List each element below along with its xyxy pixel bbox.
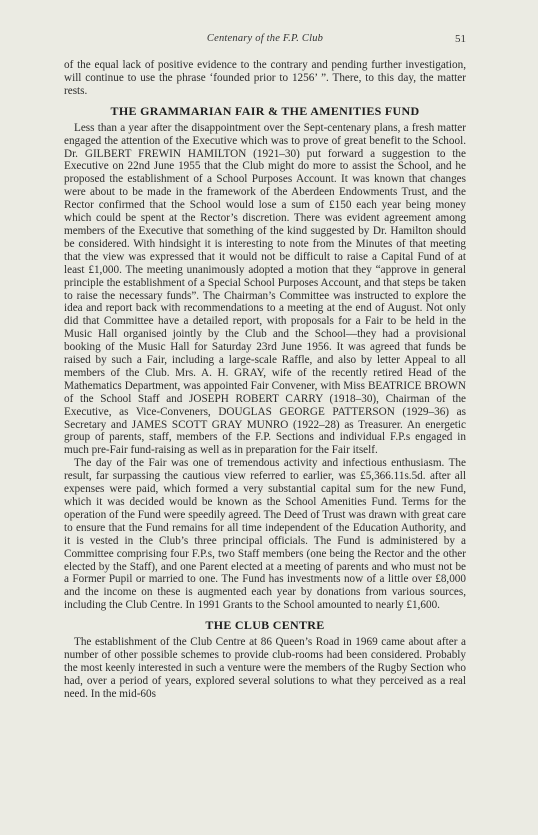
section-heading-club-centre: THE CLUB CENTRE <box>205 618 325 633</box>
page-header <box>64 33 466 47</box>
running-head: Centenary of the F.P. Club <box>206 33 324 44</box>
paragraph-fair-day: The day of the Fair was one of tremendous activity and infectious enthusiasm. The result, far surpassing the cautious view referred to earlier, was £5,366.11s.5d. after all expenses were paid, which formed a very substantial capital sum for the new Fund, which it was decided would be known as the School Amenities Fund. Terms for the operation of the Fund were speedily agreed. The Deed of Trust was drawn with great care to ensure that the Fund remains for all time independent of the Education Authority, and it is vested in the Club’s three principal officials. The Fund is administered by a Committee comprising four F.P.s, two Staff members (one being the Rector and the other elected by the Staff), and one Parent elected at a meeting of parents and who must not be a Former Pupil or married to one. The Fund has investments now of a little over £8,000 and the income on these is augmented each year by donations from various sources, including the Club Centre. In 1991 Grants to the School amounted to nearly £1,600. <box>64 457 466 612</box>
page-number: 51 <box>455 33 466 45</box>
paragraph-fair-origins: Less than a year after the disappointment over the Sept-centenary plans, a fresh matter engaged the attention of the Executive which was to prove of great benefit to the School. Dr. GILBERT FREWIN HAMILTON (1921–30) put forward a suggestion to the Executive on 22nd June 1955 that the Club might do more to assist the School, and he proposed the establishment of a School Purposes Account. It was known that changes were about to be made in the framework of the Aberdeen Endowments Trust, and the Rector confirmed that the School would lose a sum of £150 each year being money which could be spent at the Rector’s discretion. There was evident agreement among members of the Executive that something of the kind suggested by Dr. Hamilton should be considered. With hindsight it is interesting to note from the Minutes of that meeting that the view was expressed that it would not be difficult to raise a Capital Fund of at least £1,000. The meeting unanimously adopted a motion that they “approve in general principle the establishment of a Special School Purposes Account, and that steps be taken to raise the necessary funds”. The Chairman’s Committee was instructed to explore the idea and report back with recommendations to a meeting at the end of August. Not only did that Committee have a detailed report, with proposals for a Fair to be held in the Music Hall organised jointly by the Club and the School—they had a provisional booking of the Music Hall for Saturday 23rd June 1956. It was agreed that funds be raised by such a Fair, including a large-scale Raffle, and also by letter Appeal to all members of the Club. Mrs. A. H. GRAY, wife of the recently retired Head of the Mathematics Department, was appointed Fair Convener, with Miss BEATRICE BROWN of the School Staff and JOSEPH ROBERT CARRY (1918–30), Chairman of the Executive, as Vice-Conveners, DOUGLAS GEORGE PATTERSON (1929–36) as Secretary and JAMES SCOTT GRAY MUNRO (1922–28) as Treasurer. An energetic group of parents, staff, members of the F.P. Sections and individual F.P.s engaged in much pre-Fair fund-raising as well as in preparation for the Fair itself. <box>64 121 466 457</box>
paragraph-continuation: of the equal lack of positive evidence to the contrary and pending further investigation, will continue to use the phrase ‘founded prior to 1256’ ”. There, to this day, the matter rests. <box>64 59 466 97</box>
paragraph-club-centre: The establishment of the Club Centre at 86 Queen’s Road in 1969 came about after a number of other possible schemes to provide club-rooms had been considered. Probably the most keenly interested in such a venture were the members of the Rugby Section who had, over a period of years, explored several solutions to what they perceived as a real need. In the mid-60s <box>64 636 466 700</box>
page-body <box>64 59 466 701</box>
section-heading-grammarian-fair: THE GRAMMARIAN FAIR & THE AMENITIES FUND <box>110 103 420 118</box>
